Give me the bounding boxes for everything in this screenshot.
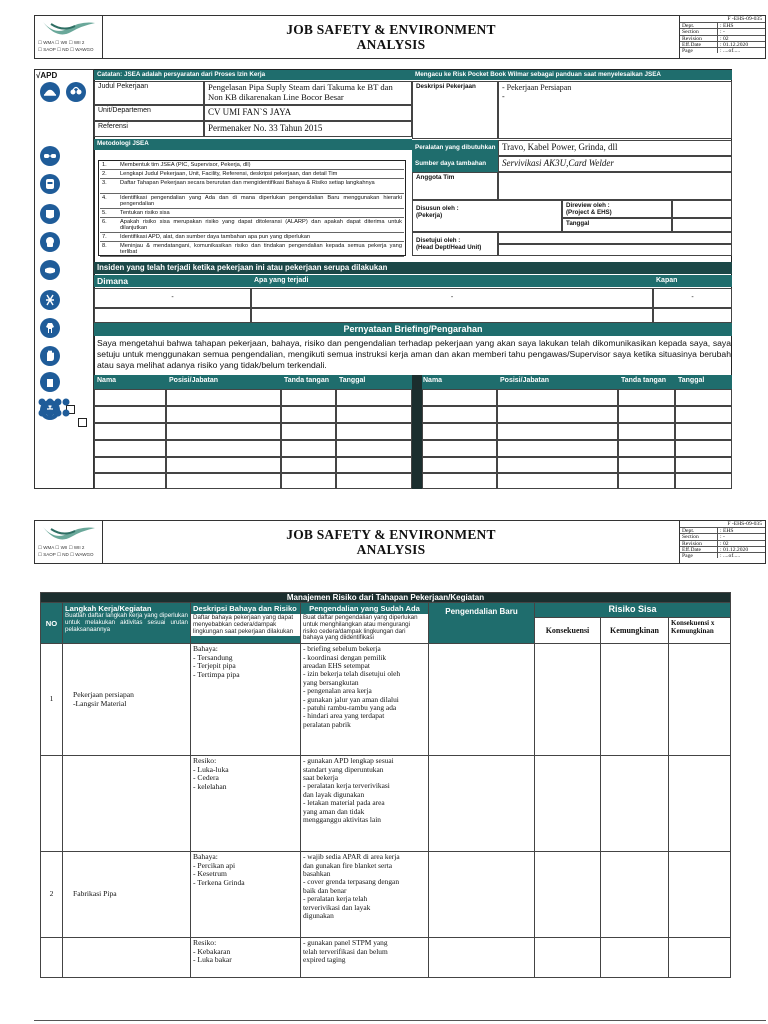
- sign-cell[interactable]: [675, 423, 732, 440]
- sign-cell[interactable]: [281, 473, 336, 489]
- sign-cell[interactable]: [94, 423, 166, 440]
- meta-label: Page: [680, 48, 718, 53]
- sign-cell[interactable]: [166, 389, 281, 406]
- deskripsi-label: Deskripsi Pekerjaan: [412, 81, 498, 139]
- sign-cell[interactable]: [336, 440, 412, 457]
- col-langkah-sub: Buatlah daftar langkah kerja yang diperlukan untuk melakukan aktivitas sesuai urutan pelaksanaannya: [65, 612, 188, 633]
- field-label-referensi: Referensi: [94, 121, 204, 137]
- sign-cell[interactable]: [675, 389, 732, 406]
- col-pengendalian-sub: Buat daftar pengendalian yang diperlukan untuk menghilangkan atau mengurangi risiko cedera/dampak lingkungan dari bahaya yang diidentifikasi: [301, 614, 428, 643]
- metodologi-item: [100, 243, 404, 257]
- row-pengendalian-baru[interactable]: [429, 938, 535, 978]
- sign-cell[interactable]: [497, 406, 618, 423]
- disusun-cell: [412, 200, 562, 232]
- sign-cell[interactable]: [422, 406, 497, 423]
- col-langkah-cell: [63, 603, 191, 644]
- sign-header: Posisi/Jabatan: [500, 377, 550, 384]
- row-number: 1: [41, 644, 63, 756]
- field-value-judul[interactable]: Pengelasan Pipa Suply Steam dari Takuma ke BT dan Non KB dikarenakan Line Bocor Besar: [204, 81, 412, 105]
- insiden-kapan-1[interactable]: [653, 288, 732, 308]
- col-langkah: Langkah Kerja/Kegiatan: [65, 604, 152, 613]
- meta-label: Page: [680, 553, 718, 558]
- col-deskripsi-sub: Daftar bahaya pekerjaan yang dapat menyebabkan cedera/dampak lingkungan saat pekerjaan dilakukan: [191, 614, 300, 636]
- metodologi-number: 6.: [102, 219, 107, 225]
- insiden-header-dimana: Dimana: [97, 276, 129, 286]
- metodologi-item: [100, 219, 404, 233]
- meta-value: : ....of.....: [720, 553, 741, 560]
- row-bahaya[interactable]: Bahaya: - Tersandung - Terjepit pipa - Tertimpa pipa: [191, 644, 301, 756]
- metodologi-number: 1.: [102, 162, 107, 168]
- sign-cell[interactable]: [94, 440, 166, 457]
- row-bahaya[interactable]: Bahaya: - Percikan api - Kesetrum - Terkena Grinda: [191, 852, 301, 938]
- row-langkah[interactable]: Fabrikasi Pipa: [63, 852, 191, 938]
- row-pengendalian-baru[interactable]: [429, 756, 535, 852]
- sign-cell[interactable]: [166, 423, 281, 440]
- sign-header: Tanggal: [339, 377, 366, 384]
- metodologi-text: Meninjau & mendatangani, komunikasikan risiko dan tindakan pengendalian kepada semua pekerja yang terlibat: [120, 243, 402, 256]
- logo-checks-row1: ☐ WMA ☐ WII ☐ WII 2: [38, 545, 85, 550]
- sign-cell[interactable]: [94, 473, 166, 489]
- meta-value: : ....of.....: [720, 48, 741, 55]
- table-row: [41, 852, 731, 938]
- sign-cell[interactable]: [281, 389, 336, 406]
- metodologi-number: 7.: [102, 234, 107, 240]
- metodologi-text: Lengkapi Judul Pekerjaan, Unit, Facility, Referensi, deskripsi pekerjaan, dan detail Tim: [120, 171, 338, 177]
- risk-table: [40, 592, 731, 978]
- sign-cell[interactable]: [281, 457, 336, 473]
- col-pengendalian: Pengendalian yang Sudah Ada: [309, 604, 420, 613]
- row-konsekuensi[interactable]: [535, 852, 601, 938]
- col-pengendalian-cell: [301, 603, 429, 644]
- row-kemungkinan[interactable]: [601, 756, 669, 852]
- glove-icon: [40, 372, 60, 392]
- sign-cell[interactable]: [336, 473, 412, 489]
- direview-label: Direview oleh :: [566, 202, 610, 209]
- meta-label: Section: [680, 29, 718, 34]
- sign-cell[interactable]: [166, 457, 281, 473]
- wilmar-logo-icon: [41, 20, 97, 38]
- field-value-unit[interactable]: CV UMI FAN`S JAYA: [204, 105, 412, 121]
- meta-value: : -: [720, 534, 725, 541]
- metodologi-number: 4.: [102, 195, 107, 201]
- sign-cell[interactable]: [618, 406, 675, 423]
- metodologi-number: 3.: [102, 180, 107, 186]
- col-deskripsi: Deskripsi Bahaya dan Risiko: [193, 604, 297, 613]
- sign-cell[interactable]: [166, 473, 281, 489]
- metodologi-text: Daftar Tahapan Pekerjaan secara berurutan dan mengidentifikasi Bahaya & Risiko setiap langkahnya: [120, 180, 375, 186]
- note-left: Catatan: JSEA adalah persyaratan dari Proses Izin Kerja: [94, 70, 412, 80]
- deskripsi-line-2: -: [502, 92, 505, 101]
- insiden-title: Insiden yang telah terjadi ketika pekerjaan ini atau pekerjaan serupa dilakukan: [94, 262, 732, 274]
- sign-divider: [412, 375, 422, 489]
- disetujui-sub: (Head Dept/Head Unit): [416, 244, 482, 251]
- risk-rows: [41, 644, 731, 978]
- row-langkah[interactable]: [63, 938, 191, 978]
- title-line-2: ANALYSIS: [356, 542, 426, 557]
- sign-cell[interactable]: [497, 423, 618, 440]
- deskripsi-line-1: - Pekerjaan Persiapan: [502, 83, 572, 92]
- col-kemungkinan: Kemungkinan: [601, 618, 669, 644]
- sumber-label: Sumber daya tambahan: [412, 156, 498, 172]
- insiden-apa-2[interactable]: [251, 308, 653, 323]
- ear-protection-icon: [66, 82, 86, 102]
- col-baru: Pengendalian Baru: [429, 603, 535, 644]
- peralatan-label: Peralatan yang dibutuhkan: [412, 140, 498, 156]
- metodologi-item: [100, 210, 404, 218]
- row-kxk[interactable]: [669, 756, 731, 852]
- sign-cell[interactable]: [94, 457, 166, 473]
- meta-value: : 02: [720, 35, 729, 42]
- sign-cell[interactable]: [675, 457, 732, 473]
- metodologi-text: Tentukan risiko sisa: [120, 210, 170, 216]
- col-no: NO: [41, 603, 63, 644]
- coverall-icon: [40, 318, 60, 338]
- chemical-icon: [38, 397, 88, 419]
- anggota-label: Anggota Tim: [412, 172, 498, 200]
- col-konsekuensi: Konsekuensi: [535, 618, 601, 644]
- sign-cell[interactable]: [497, 440, 618, 457]
- metodologi-item: [100, 195, 404, 209]
- metodologi-number: 2.: [102, 171, 107, 177]
- table-row: [41, 644, 731, 756]
- table-row: [41, 756, 731, 852]
- row-konsekuensi[interactable]: [535, 644, 601, 756]
- row-kemungkinan[interactable]: [601, 852, 669, 938]
- sign-cell[interactable]: [422, 423, 497, 440]
- row-kxk[interactable]: [669, 938, 731, 978]
- doc-meta: [679, 521, 765, 563]
- page-bottom-rule: [34, 1020, 766, 1021]
- wilmar-logo-icon: [41, 525, 97, 543]
- risk-table-title: Manajemen Risiko dari Tahapan Pekerjaan/Kegiatan: [41, 593, 731, 603]
- note-right: Mengacu ke Risk Pocket Book Wilmar sebagai panduan saat menyelesaikan JSEA: [412, 70, 732, 80]
- sign-header: Nama: [97, 377, 117, 384]
- sign-cell[interactable]: [422, 389, 497, 406]
- tanggal-label: Tanggal: [562, 218, 672, 232]
- metodologi-label: Metodologi JSEA: [94, 139, 412, 150]
- row-kemungkinan[interactable]: [601, 644, 669, 756]
- sign-cell[interactable]: [618, 423, 675, 440]
- disetujui-label: Disetujui oleh :: [416, 237, 461, 244]
- insiden-dimana-1[interactable]: [94, 288, 251, 308]
- page-title: [103, 16, 679, 58]
- apd-checkbox[interactable]: [78, 418, 87, 427]
- apd-title: √APD: [36, 71, 58, 80]
- meta-value: : 01.12.2020: [720, 546, 749, 553]
- meta-value: : 01.12.2020: [720, 41, 749, 48]
- sign-cell[interactable]: [618, 457, 675, 473]
- insiden-header-row: [94, 275, 732, 287]
- metodologi-item: [100, 180, 404, 194]
- meta-label: Eff.Date: [680, 42, 718, 47]
- sign-cell[interactable]: [497, 389, 618, 406]
- metodologi-item: [100, 171, 404, 179]
- sign-cell[interactable]: [166, 406, 281, 423]
- doc-code: F -EHS-09-035: [727, 521, 762, 527]
- title-line-1: JOB SAFETY & ENVIRONMENT: [286, 22, 496, 37]
- company-logo: [35, 16, 103, 58]
- direview-sub: (Project & EHS): [566, 209, 612, 216]
- row-langkah[interactable]: [63, 756, 191, 852]
- metodologi-text: Identifikasi pengendalian yang Ada dan di mana diperlukan pengendalian Baru menggunakan hierarki pengendalian: [120, 195, 402, 208]
- row-pengendalian-baru[interactable]: [429, 644, 535, 756]
- sumber-value[interactable]: Servivikasi AK3U,Card Welder: [498, 156, 732, 172]
- deskripsi-value[interactable]: [498, 81, 732, 139]
- sign-cell[interactable]: [336, 423, 412, 440]
- col-deskripsi-cell: [191, 603, 301, 644]
- insiden-dimana-2[interactable]: [94, 308, 251, 323]
- page-title: [103, 521, 679, 563]
- meta-label: Revision: [680, 36, 718, 41]
- title-line-1: JOB SAFETY & ENVIRONMENT: [286, 527, 496, 542]
- sign-cell[interactable]: [618, 473, 675, 489]
- col-sisa: Risiko Sisa: [535, 603, 731, 618]
- dash: -: [450, 294, 454, 301]
- sign-cell[interactable]: [166, 440, 281, 457]
- col-kxk: Konsekuensi x Kemungkinan: [669, 618, 731, 644]
- meta-value: : -: [720, 29, 725, 36]
- sign-header: Tanggal: [678, 377, 705, 384]
- disusun-label: Disusun oleh :: [416, 205, 459, 212]
- welding-mask-icon: [40, 174, 60, 194]
- row-langkah[interactable]: Pekerjaan persiapan -Langsir Material: [63, 644, 191, 756]
- sign-cell[interactable]: [336, 389, 412, 406]
- row-kxk[interactable]: [669, 852, 731, 938]
- title-line-2: ANALYSIS: [356, 37, 426, 52]
- disetujui-value-2[interactable]: [498, 244, 732, 256]
- metodologi-item: [100, 162, 404, 170]
- row-kxk[interactable]: [669, 644, 731, 756]
- row-bahaya[interactable]: Resiko: - Kebakaran - Luka bakar: [191, 938, 301, 978]
- sign-cell[interactable]: [336, 457, 412, 473]
- sign-cell[interactable]: [675, 473, 732, 489]
- briefing-title: Pernyataan Briefing/Pengarahan: [94, 323, 732, 336]
- face-shield-icon: [40, 204, 60, 224]
- doc-code: F -EHS-09-035: [727, 16, 762, 22]
- full-body-harness-icon: [40, 290, 60, 310]
- row-pengendalian-baru[interactable]: [429, 852, 535, 938]
- metodologi-item: [100, 234, 404, 242]
- metodologi-text: Apakah risiko sisa merupakan risiko yang dapat ditoleransi (ALARP) dan apakah dapat diterima untuk dilanjutkan: [120, 219, 402, 232]
- page-header-1: [34, 15, 766, 59]
- insiden-header-apa: Apa yang terjadi: [254, 277, 309, 284]
- direview-cell: [562, 200, 672, 218]
- row-number: [41, 756, 63, 852]
- sign-cell[interactable]: [675, 440, 732, 457]
- row-konsekuensi[interactable]: [535, 756, 601, 852]
- row-number: [41, 938, 63, 978]
- meta-value: : EHS: [720, 23, 734, 29]
- row-pengendalian[interactable]: - wajib sedia APAR di area kerja dan gunakan fire blanket serta basahkan - cover grenda terpasang dengan baik dan benar - peralatan kerja telah terverivikasi dan layak digunakan: [301, 852, 429, 938]
- sign-header: Posisi/Jabatan: [169, 377, 219, 384]
- row-bahaya[interactable]: Resiko: - Luka-luka - Cedera - kelelahan: [191, 756, 301, 852]
- sign-cell[interactable]: [281, 423, 336, 440]
- metodologi-number: 5.: [102, 210, 107, 216]
- sign-cell[interactable]: [497, 457, 618, 473]
- sign-cell[interactable]: [422, 440, 497, 457]
- sign-cell[interactable]: [281, 440, 336, 457]
- sign-cell[interactable]: [94, 406, 166, 423]
- sign-cell[interactable]: [94, 389, 166, 406]
- meta-label: Dept.: [680, 528, 718, 533]
- insiden-header-kapan: Kapan: [656, 277, 678, 284]
- sign-cell[interactable]: [618, 440, 675, 457]
- row-kemungkinan[interactable]: [601, 938, 669, 978]
- disusun-sub: (Pekerja): [416, 212, 443, 219]
- meta-label: Dept.: [680, 23, 718, 28]
- field-value-referensi[interactable]: Permenaker No. 33 Tahun 2015: [204, 121, 412, 137]
- dash: -: [691, 294, 694, 301]
- peralatan-value[interactable]: Travo, Kabel Power, Grinda, dll: [498, 140, 732, 156]
- meta-value: : EHS: [720, 528, 734, 534]
- row-number: 2: [41, 852, 63, 938]
- metodologi-number: 8.: [102, 243, 107, 249]
- meta-label: Eff.Date: [680, 547, 718, 552]
- sign-cell[interactable]: [336, 406, 412, 423]
- meta-label: Section: [680, 534, 718, 539]
- table-row: [41, 938, 731, 978]
- sign-cell[interactable]: [422, 473, 497, 489]
- row-pengendalian[interactable]: - gunakan APD lengkap sesuai standart yang diperuntukan saat bekerja - peralatan kerja terverivikasi dan layak digunakan - letakan material pada area yang aman dan tidak mengganggu aktivitas lain: [301, 756, 429, 852]
- field-label-unit: Unit/Departemen: [94, 105, 204, 121]
- sign-cell[interactable]: [281, 406, 336, 423]
- company-logo: [35, 521, 103, 563]
- meta-value: : 02: [720, 540, 729, 547]
- respirator-icon: [40, 232, 60, 252]
- field-label-judul: Judul Pekerjaan: [94, 81, 204, 105]
- logo-checks-row2: ☐ SAOP ☐ ND ☐ WAWGO: [38, 47, 94, 52]
- tanggal-value[interactable]: [672, 218, 732, 232]
- sign-cell[interactable]: [422, 457, 497, 473]
- safety-gloves-icon: [40, 346, 60, 366]
- disetujui-value[interactable]: [498, 232, 732, 244]
- metodologi-text: Identifikasi APD, alat, dan sumber daya tambahan apa pun yang diperlukan: [120, 234, 311, 240]
- insiden-kapan-2[interactable]: [653, 308, 732, 323]
- logo-checks-row1: ☐ WMA ☐ WII ☐ WII 2: [38, 40, 85, 45]
- disetujui-cell: [412, 232, 498, 256]
- sign-header: Nama: [423, 377, 443, 384]
- direview-sign[interactable]: [672, 200, 732, 218]
- dust-mask-icon: [40, 260, 60, 280]
- insiden-apa-1[interactable]: [251, 288, 653, 308]
- briefing-text: Saya mengetahui bahwa tahapan pekerjaan, bahaya, risiko dan pengendalian terhadap pekerjaan yang akan saya lakukan telah dikomunikasikan kepada saya, saya setuju untuk menggunakan semua pengendalian, mengikuti semua instruksi kerja aman dan akan memberi tahu pengawas/Supervisor saya ketika situasinya berubah atau saya melihat adanya risiko yang tidak/belum terkendali.: [97, 338, 731, 370]
- row-pengendalian[interactable]: - gunakan panel STPM yang telah terverifikasi dan belum expired taging: [301, 938, 429, 978]
- meta-label: Revision: [680, 541, 718, 546]
- row-konsekuensi[interactable]: [535, 938, 601, 978]
- doc-meta: [679, 16, 765, 58]
- sign-cell[interactable]: [618, 389, 675, 406]
- row-pengendalian[interactable]: - briefing sebelum bekerja - koordinasi dengan pemilik areadan EHS setempat - izin bekerja telah disetujui oleh yang bersangkutan - pengenalan area kerja - gunakan jalur yan aman dilalui - patuhi rambu-rambu yang ada - hindari area yang terdapat peralatan pabrik: [301, 644, 429, 756]
- helmet-icon: [40, 82, 60, 102]
- dash: -: [171, 294, 174, 301]
- sign-header: Tanda tangan: [284, 377, 329, 384]
- sign-header: Tanda tangan: [621, 377, 666, 384]
- anggota-value[interactable]: [498, 172, 732, 200]
- metodologi-text: Membentuk tim JSEA (PIC, Supervisor, Pekerja, dll): [120, 162, 251, 168]
- logo-checks-row2: ☐ SAOP ☐ ND ☐ WAWGO: [38, 552, 94, 557]
- sign-cell[interactable]: [675, 406, 732, 423]
- sign-cell[interactable]: [497, 473, 618, 489]
- page-header-2: [34, 520, 766, 564]
- eye-protection-icon: [40, 146, 60, 166]
